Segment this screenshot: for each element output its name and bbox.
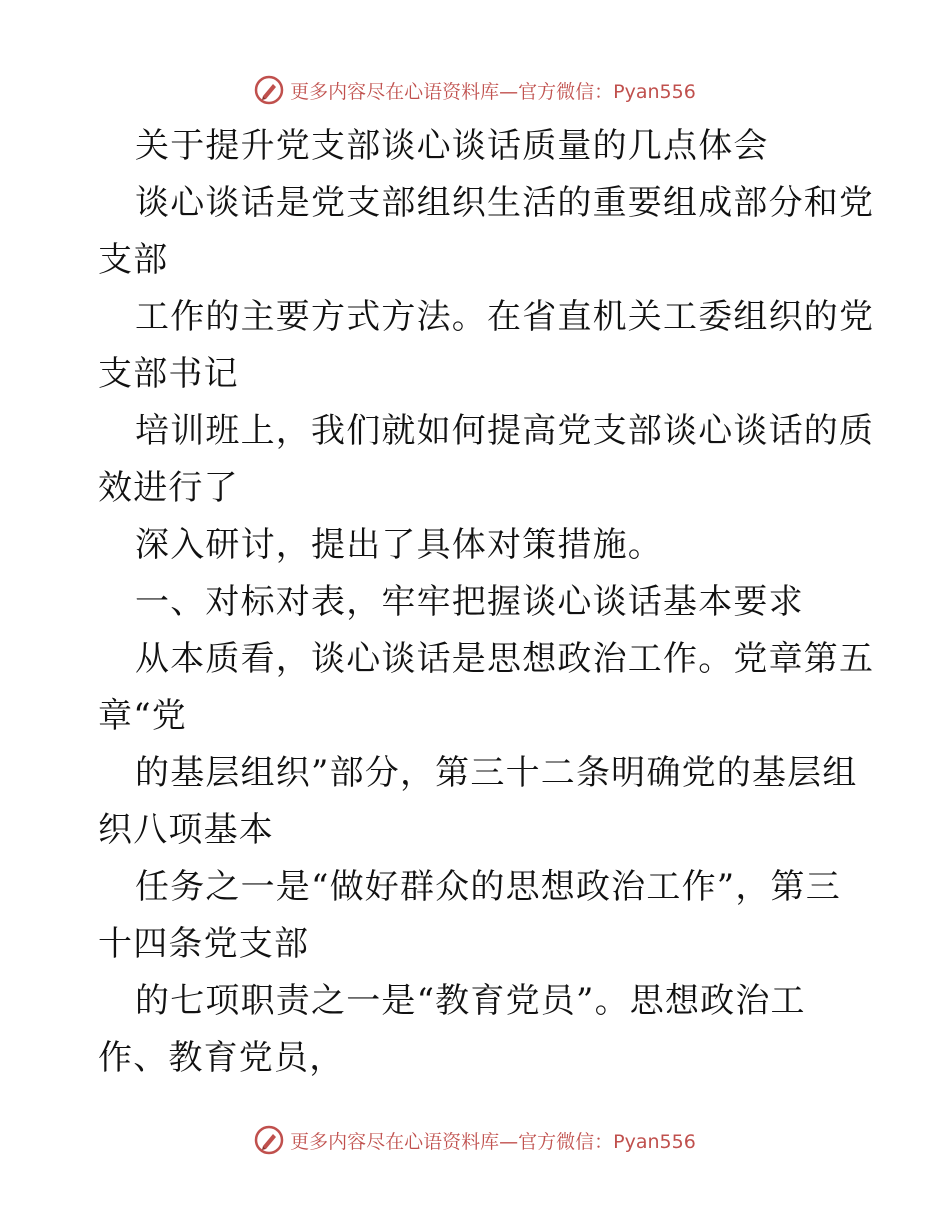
watermark-footer bbox=[0, 1120, 950, 1160]
text-line: 谈心谈话是党支部组织生活的重要组成部分和党 bbox=[135, 183, 875, 223]
text-line: 从本质看，谈心谈话是思想政治工作。党章第五 bbox=[135, 639, 875, 679]
text-line: 任务之一是“做好群众的思想政治工作”，第三 bbox=[135, 867, 841, 907]
text-line: 的基层组织”部分，第三十二条明确党的基层组 bbox=[135, 753, 858, 793]
text-line: 支部 bbox=[98, 240, 169, 280]
text-line: 的七项职责之一是“教育党员”。思想政治工 bbox=[135, 981, 806, 1021]
text-line: 效进行了 bbox=[98, 468, 239, 508]
watermark-text: 更多内容尽在心语资料库—官方微信：Pyan556 bbox=[290, 1130, 696, 1153]
text-line: 深入研讨，提出了具体对策措施。 bbox=[135, 525, 663, 565]
text-line: 织八项基本 bbox=[98, 810, 274, 850]
text-line: 十四条党支部 bbox=[98, 924, 310, 964]
text-line: 培训班上，我们就如何提高党支部谈心谈话的质 bbox=[135, 411, 875, 451]
text-line: 一、对标对表，牢牢把握谈心谈话基本要求 bbox=[135, 582, 804, 622]
text-line: 作、教育党员， bbox=[98, 1038, 345, 1078]
pen-logo-icon bbox=[254, 1125, 284, 1155]
watermark-header bbox=[0, 70, 950, 110]
document-body bbox=[98, 118, 875, 1087]
text-line: 关于提升党支部谈心谈话质量的几点体会 bbox=[135, 126, 769, 166]
text-line: 支部书记 bbox=[98, 354, 239, 394]
text-line: 工作的主要方式方法。在省直机关工委组织的党 bbox=[135, 297, 875, 337]
watermark-text: 更多内容尽在心语资料库—官方微信：Pyan556 bbox=[290, 80, 696, 103]
pen-logo-icon bbox=[254, 75, 284, 105]
text-line: 章“党 bbox=[98, 696, 187, 736]
